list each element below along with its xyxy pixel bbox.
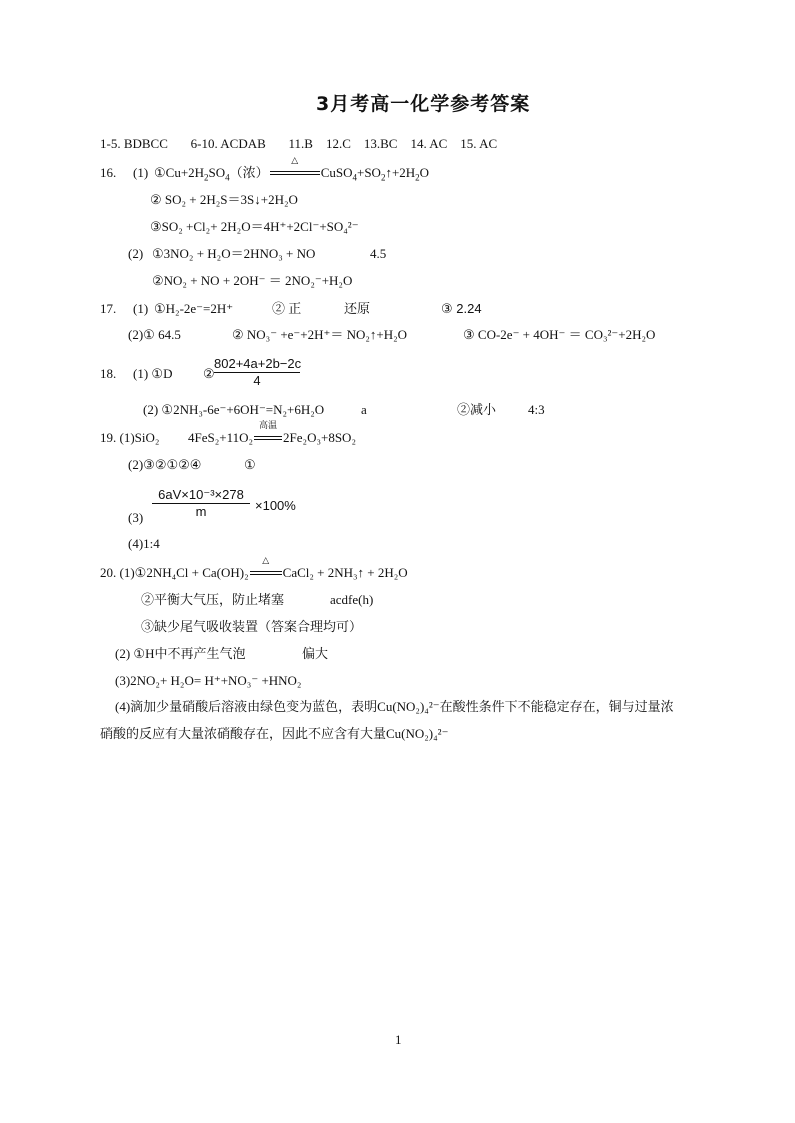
q16-eq1-part-b: SO bbox=[208, 165, 226, 180]
q18-part1-answer-2-label: ② bbox=[203, 366, 215, 381]
q17-part1-label: (1) bbox=[133, 301, 149, 316]
q18-fraction bbox=[214, 356, 300, 389]
q17-answer-1: ①H₂-2e⁻=2H⁺ bbox=[154, 301, 234, 316]
heat-condition-sign: △ bbox=[250, 565, 282, 581]
q20-eq-products: CaCl₂ + 2NH₃↑ + 2H₂O bbox=[282, 565, 408, 580]
q16-eq1-part-e: +SO bbox=[356, 165, 381, 180]
q16-part2-label: (2) bbox=[128, 246, 144, 261]
q19-eq-products: 2Fe₂O₃+8SO₂ bbox=[283, 430, 356, 445]
q16-equation-3: ③SO₂ +Cl₂+ 2H₂O＝4H⁺+2Cl⁻+SO₄²⁻ bbox=[150, 219, 359, 234]
q19-fraction-denominator: m bbox=[195, 504, 207, 519]
q17-answer-3: 还原 bbox=[344, 301, 371, 316]
page-title: 3月考高一化学参考答案 bbox=[316, 93, 531, 115]
page-number: 1 bbox=[395, 1032, 402, 1047]
q16-part1-label: (1) bbox=[133, 165, 149, 180]
high-temperature-condition-sign: 高温 bbox=[254, 430, 282, 446]
q16-equation-2: ② SO₂ + 2H₂S＝3S↓+2H₂O bbox=[150, 192, 298, 207]
q20-part2-answer-1: (2) ①H中不再产生气泡 bbox=[115, 646, 246, 661]
q20-eq-reactants: 20. (1)①2NH₄Cl + Ca(OH)₂ bbox=[100, 565, 249, 580]
q19-part4-answer: (4)1:4 bbox=[128, 536, 160, 551]
q16-eq1-part-a: ①Cu+2H bbox=[154, 165, 205, 180]
q16-eq1-part-f: ↑+2H bbox=[385, 165, 416, 180]
q16-value: 4.5 bbox=[370, 246, 387, 261]
q16-equation-5: ②NO₂ + NO + 2OH⁻ ＝ 2NO₂⁻+H₂O bbox=[152, 273, 353, 288]
q16-eq1-part-c: （浓） bbox=[229, 165, 269, 180]
q19-part3-label: (3) bbox=[128, 510, 144, 525]
q19-label: 19. (1)SiO₂ bbox=[100, 430, 160, 445]
q19-part2-answer-2: ① bbox=[244, 457, 256, 472]
q18-fraction-numerator: 802+4a+2b−2c bbox=[214, 356, 302, 371]
q19-fraction-tail: ×100% bbox=[255, 498, 296, 513]
heat-condition-sign: △ bbox=[270, 165, 320, 181]
q16-label: 16. bbox=[100, 165, 117, 180]
q17-answer-4: ③ 2.24 bbox=[441, 301, 482, 316]
q17-part2-answer-2: ② NO₃⁻ +e⁻+2H⁺＝ NO₂↑+H₂O bbox=[232, 327, 408, 342]
q18-fraction-denominator: 4 bbox=[253, 373, 261, 388]
q18-label: 18. bbox=[100, 366, 117, 381]
q20-answer-2b: acdfe(h) bbox=[330, 592, 374, 607]
q20-equation bbox=[100, 555, 408, 581]
q17-answer-2: ② 正 bbox=[272, 301, 302, 316]
q19-fraction-numerator: 6aV×10⁻³×278 bbox=[158, 487, 244, 502]
q17-part2-answer-3: ③ CO-2e⁻ + 4OH⁻ ＝ CO₃²⁻+2H₂O bbox=[463, 327, 656, 342]
q18-part2-answer-1: (2) ①2NH₃-6e⁻+6OH⁻=N₂+6H₂O bbox=[143, 402, 325, 417]
q19-equation bbox=[188, 420, 356, 446]
answers-1-15: 1-5. BDBCC 6-10. ACDAB 11.B 12.C 13.BC 14. AC 15. AC bbox=[100, 136, 498, 151]
q18-part1-answer-1: (1) ①D bbox=[133, 366, 173, 381]
q19-eq-reactants: 4FeS₂+11O₂ bbox=[188, 430, 254, 445]
q20-part4-line-2: 硝酸的反应有大量浓硝酸存在，因此不应含有大量Cu(NO₂)₄²⁻ bbox=[100, 726, 449, 741]
q16-eq1-part-g: O bbox=[419, 165, 430, 180]
q16-equation-4: ①3NO₂ + H₂O＝2HNO₃ + NO bbox=[152, 246, 316, 261]
q18-part2-answer-4: 4:3 bbox=[528, 402, 545, 417]
q18-part2-answer-2: a bbox=[361, 402, 367, 417]
q20-part2-answer-2: 偏大 bbox=[302, 646, 329, 661]
q20-answer-3: ③缺少尾气吸收装置（答案合理均可） bbox=[141, 619, 363, 634]
q16-equation-1: $①Cu+2H_2SO_4$（浓） △ $CuSO_4+SO_2↑+2H_2O$ bbox=[154, 155, 430, 183]
q18-part2-answer-3: ②减小 bbox=[457, 402, 497, 417]
q20-part3-answer: (3)2NO₂+ H₂O= H⁺+NO₃⁻ +HNO₂ bbox=[115, 673, 302, 688]
q16-eq1-part-d: CuSO bbox=[320, 165, 353, 180]
q17-part2-answer-1: (2)① 64.5 bbox=[128, 327, 181, 342]
q17-label: 17. bbox=[100, 301, 117, 316]
q20-part4-line-1: (4)滴加少量硝酸后溶液由绿色变为蓝色，表明Cu(NO₂)₄²⁻在酸性条件下不能稳定存在，铜与过量浓 bbox=[115, 699, 674, 714]
q20-answer-2: ②平衡大气压，防止堵塞 bbox=[141, 592, 285, 607]
q19-part2-answer-1: (2)③②①②④ bbox=[128, 457, 202, 472]
q19-fraction bbox=[152, 487, 250, 520]
